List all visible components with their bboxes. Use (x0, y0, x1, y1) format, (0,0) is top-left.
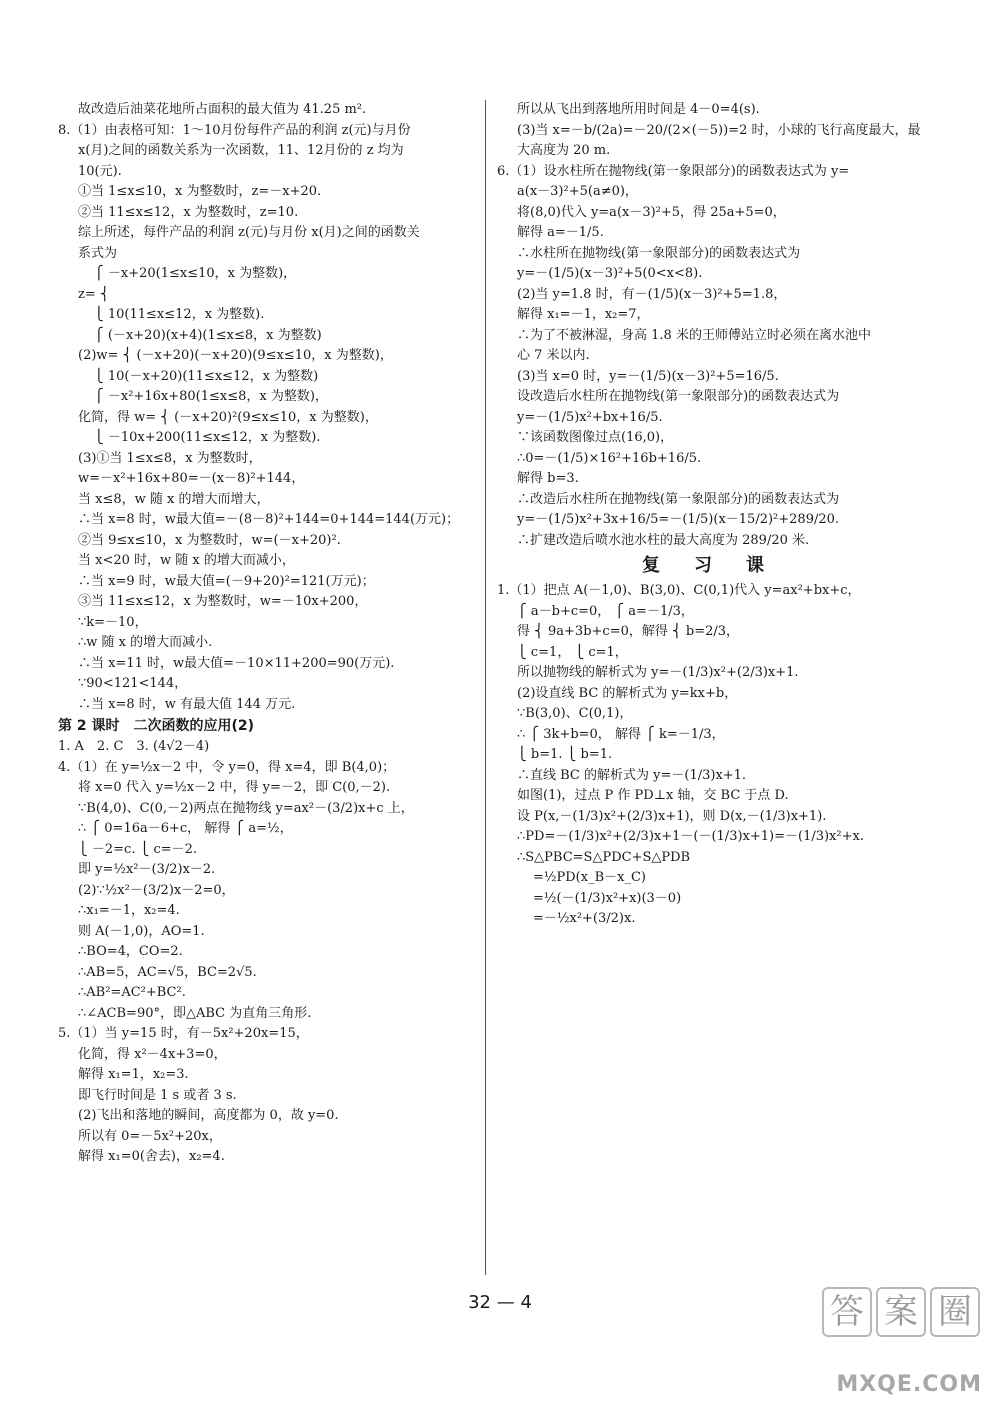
text-line: 大高度为 20 m. (517, 143, 611, 158)
text-line: ⎩ －10x+200(11≤x≤12，x 为整数). (94, 430, 321, 445)
text-line: 解得 x₁=1，x₂=3. (78, 1067, 189, 1082)
text-line: ∴BO=4，CO=2. (78, 944, 183, 959)
text-line: 即飞行时间是 1 s 或者 3 s. (78, 1087, 237, 1103)
watermark-glyph: 案 (876, 1287, 926, 1337)
text-line: (2)设直线 BC 的解析式为 y=kx+b， (517, 685, 738, 701)
text-line: ∴S△PBC=S△PDC+S△PDB (517, 849, 691, 865)
text-line: ∴当 x=8 时，w 有最大值 144 万元. (78, 696, 296, 712)
text-line: (3)当 x=0 时，y=－(1/5)(x－3)²+5=16/5. (517, 368, 779, 384)
text-line: (2)w= ⎨ (－x+20)(－x+20)(9≤x≤10，x 为整数)， (78, 348, 393, 363)
text-line: =－½x²+(3/2)x. (533, 911, 636, 926)
text-line: ②当 9≤x≤10，x 为整数时，w=(－x+20)². (78, 532, 341, 548)
text-line: ⎧ －x+20(1≤x≤10，x 为整数)， (94, 266, 297, 281)
text-line: =½PD(x_B－x_C) (533, 870, 646, 885)
text-line: x(月)之间的函数关系为一次函数，11、12月份的 z 均为 (78, 143, 404, 158)
text-line: ∴ ⎧ 0=16a－6+c， 解得 ⎧ a=½， (78, 821, 293, 836)
text-line: 综上所述，每件产品的利润 z(元)与月份 x(月)之间的函数关 (78, 225, 420, 240)
text-line: 解得 a=－1/5. (517, 225, 604, 240)
text-line: ∴AB=5，AC=√5，BC=2√5. (78, 964, 257, 980)
text-line: ⎧ －x²+16x+80(1≤x≤8，x 为整数)， (94, 389, 328, 404)
text-line: 即 y=½x²－(3/2)x－2. (78, 862, 216, 877)
text-line: ∴0=－(1/5)×16²+16b+16/5. (517, 450, 702, 466)
text-line: ∴为了不被淋湿，身高 1.8 米的王师傅站立时必须在离水池中 (517, 327, 871, 343)
text-line: ∵90<121<144， (78, 676, 188, 691)
left-column (58, 100, 473, 1168)
watermark-url: MXQE.COM (836, 1372, 982, 1397)
lesson-heading: 第 2 课时 二次函数的应用(2) (58, 718, 255, 734)
text-line: ③当 11≤x≤12，x 为整数时，w=－10x+200， (78, 594, 368, 609)
text-line: 所以有 0=－5x²+20x， (78, 1128, 222, 1144)
text-line: 1.（1）把点 A(－1,0)、B(3,0)、C(0,1)代入 y=ax²+bx+c， (497, 583, 861, 598)
text-line: ②当 11≤x≤12，x 为整数时，z=10. (78, 204, 299, 220)
text-line: ∴直线 BC 的解析式为 y=－(1/3)x+1. (517, 767, 747, 783)
text-line: ∴水柱所在抛物线(第一象限部分)的函数表达式为 (517, 245, 801, 261)
text-line: 当 x≤8，w 随 x 的增大而增大， (78, 491, 270, 507)
page-number: 32 — 4 (468, 1292, 532, 1313)
text-line: 当 x<20 时，w 随 x 的增大而减小， (78, 553, 295, 568)
text-line: 则 A(－1,0)，AO=1. (78, 923, 205, 939)
column-divider (485, 100, 486, 1275)
text-line: 将(8,0)代入 y=a(x－3)²+5，得 25a+5=0， (517, 204, 786, 220)
text-line: 解得 b=3. (517, 471, 579, 486)
text-line: ∴ ⎧ 3k+b=0， 解得 ⎧ k=－1/3， (517, 726, 725, 742)
text-line: y=－(1/5)x²+bx+16/5. (517, 409, 663, 425)
right-column (497, 100, 921, 930)
text-line: 解得 x₁=0(舍去)，x₂=4. (78, 1149, 225, 1164)
text-line: 如图(1)，过点 P 作 PD⊥x 轴，交 BC 于点 D. (517, 788, 789, 803)
watermark-glyph: 圈 (930, 1287, 980, 1337)
text-line: 4.（1）在 y=½x－2 中，令 y=0，得 x=4，即 B(4,0)； (58, 759, 396, 775)
text-line: ⎩ 10(－x+20)(11≤x≤12，x 为整数) (94, 368, 319, 384)
text-line: a(x－3)²+5(a≠0)， (517, 184, 638, 199)
text-line: ∵该函数图像过点(16,0)， (517, 430, 674, 445)
text-line: (2)∵½x²－(3/2)x－2=0， (78, 882, 235, 898)
text-line: y=－(1/5)(x－3)²+5(0<x<8). (517, 266, 703, 281)
text-line: 6.（1）设水柱所在抛物线(第一象限部分)的函数表达式为 y= (497, 163, 850, 179)
text-line: 10(元). (78, 163, 122, 179)
text-line: (2)当 y=1.8 时，有－(1/5)(x－3)²+5=1.8， (517, 286, 787, 302)
text-line: 所以从飞出到落地所用时间是 4－0=4(s). (517, 102, 760, 117)
text-line: 设改造后水柱所在抛物线(第一象限部分)的函数表达式为 (517, 389, 840, 404)
text-line: ∴当 x=8 时，w最大值=－(8－8)²+144=0+144=144(万元)； (78, 512, 460, 527)
text-line: ∵k=－10， (78, 614, 148, 630)
text-line: (3)当 x=－b/(2a)=－20/(2×(－5))=2 时，小球的飞行高度最大，最 (517, 122, 921, 138)
text-line: 5.（1）当 y=15 时，有－5x²+20x=15， (58, 1026, 309, 1041)
text-line: ∵B(3,0)、C(0,1)， (517, 706, 633, 721)
text-line: 化简，得 x²－4x+3=0， (78, 1046, 227, 1062)
text-line: ⎩ －2=c. ⎩ c=－2. (78, 841, 198, 857)
text-line: (3)①当 1≤x≤8，x 为整数时， (78, 450, 262, 466)
review-heading: 复 习 课 (642, 555, 772, 576)
text-line: ⎩ c=1， ⎩ c=1， (517, 644, 628, 660)
text-line: ∴PD=－(1/3)x²+(2/3)x+1－(－(1/3)x+1)=－(1/3)x²+x. (517, 829, 864, 844)
text-line: ∴当 x=9 时，w最大值=(－9+20)²=121(万元)； (78, 573, 375, 589)
text-line: ∴AB²=AC²+BC². (78, 985, 186, 1000)
watermark-glyph: 答 (822, 1287, 872, 1337)
text-line: ⎩ b=1. ⎩ b=1. (517, 747, 613, 762)
text-line: 得 ⎨ 9a+3b+c=0，解得 ⎨ b=2/3， (517, 624, 740, 639)
text-line: 1. A 2. C 3. (4√2－4) (58, 739, 210, 754)
text-line: ∴x₁=－1，x₂=4. (78, 903, 180, 918)
text-line: ⎧ (－x+20)(x+4)(1≤x≤8，x 为整数) (94, 327, 322, 343)
text-line: 8.（1）由表格可知：1～10月份每件产品的利润 z(元)与月份 (58, 122, 411, 138)
text-line: 系式为 (78, 245, 118, 261)
text-line: 故改造后油菜花地所占面积的最大值为 41.25 m². (78, 102, 367, 117)
text-line: ∴∠ACB=90°，即△ABC 为直角三角形. (78, 1005, 312, 1021)
text-line: w=－x²+16x+80=－(x－8)²+144， (78, 471, 305, 486)
text-line: 将 x=0 代入 y=½x－2 中，得 y=－2，即 C(0,－2). (78, 780, 391, 795)
text-line: 心 7 米以内. (517, 348, 590, 363)
text-line: ①当 1≤x≤10，x 为整数时，z=－x+20. (78, 184, 322, 199)
text-line: =½(－(1/3)x²+x)(3－0) (533, 890, 682, 906)
text-line: ⎧ a－b+c=0， ⎧ a=－1/3， (517, 603, 694, 619)
watermark-logo (822, 1287, 982, 1397)
text-line: ∴改造后水柱所在抛物线(第一象限部分)的函数表达式为 (517, 491, 840, 507)
text-line: z= ⎨ (78, 286, 110, 302)
text-line: ∴w 随 x 的增大而减小. (78, 635, 213, 650)
text-line: 化简，得 w= ⎨ (－x+20)²(9≤x≤10，x 为整数)， (78, 409, 378, 425)
text-line: ⎩ 10(11≤x≤12，x 为整数). (94, 307, 265, 322)
text-line: ∴当 x=11 时，w最大值=－10×11+200=90(万元). (78, 655, 395, 671)
text-line: y=－(1/5)x²+3x+16/5=－(1/5)(x－15/2)²+289/20. (517, 512, 840, 527)
text-line: ∴扩建改造后喷水池水柱的最大高度为 289/20 米. (517, 532, 810, 548)
text-line: 所以抛物线的解析式为 y=－(1/3)x²+(2/3)x+1. (517, 665, 799, 680)
text-line: (2)飞出和落地的瞬间，高度都为 0，故 y=0. (78, 1108, 339, 1123)
text-line: ∵B(4,0)、C(0,－2)两点在抛物线 y=ax²－(3/2)x+c 上， (78, 800, 414, 816)
text-line: 解得 x₁=－1，x₂=7， (517, 307, 650, 322)
text-line: 设 P(x,－(1/3)x²+(2/3)x+1)，则 D(x,－(1/3)x+1). (517, 808, 827, 824)
